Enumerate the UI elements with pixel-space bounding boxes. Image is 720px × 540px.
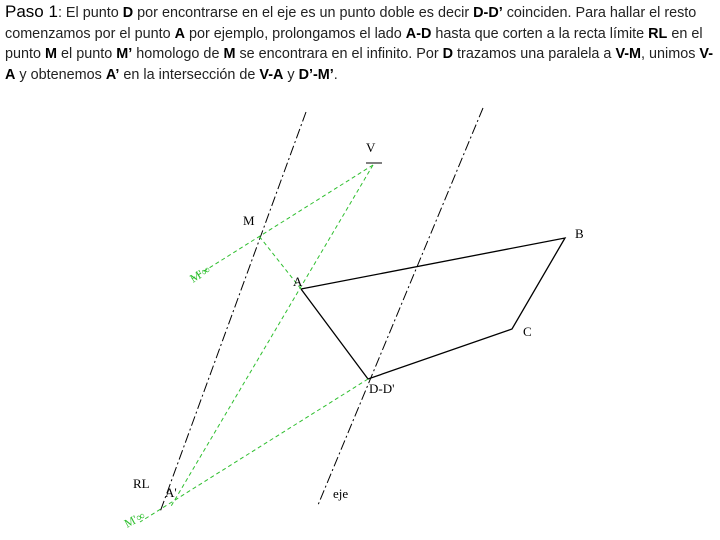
caption-text: trazamos una paralela a [453,46,616,62]
caption-bold: D [122,5,134,21]
step-title: Paso 1 [5,2,58,21]
line-v-m-extended [190,165,373,280]
caption-text: : El punto [57,5,123,21]
caption-bold: D-D’ [473,5,503,21]
caption-text: y [283,66,299,83]
caption-bold: M [45,46,58,62]
caption-bold: A’ [105,66,120,83]
label-m: M [243,213,255,228]
caption-text: en el punto [5,25,703,62]
label-c: C [523,324,532,339]
line-v-a-extended [170,165,373,508]
caption-bold: A-D [405,25,432,42]
caption-bold: V-M [615,46,642,62]
caption-text: por encontrarse en el eje es un punto doble es decir [133,5,474,21]
caption-bold: M’ [116,46,133,62]
caption-bold: D [442,46,454,62]
label-a-prime: A' [165,485,177,500]
caption-bold: V-A [5,46,714,83]
caption-text: el punto [57,46,117,62]
label-m-inf-bottom: M'∞ [121,508,148,531]
caption-text: . [333,66,338,83]
caption-text: y obtenemos [15,66,106,83]
caption-text: , unimos [641,46,700,62]
caption-text: coinciden. Para hallar el resto comenzamos por el punto [5,5,697,42]
caption-bold: A [174,25,185,42]
caption-text: homologo de [132,46,224,62]
caption-text: hasta que corten a la recta límite [431,25,649,42]
axis-line-eje [318,108,483,505]
label-v: V [366,140,376,155]
caption-text: en la intersección de [119,66,260,83]
caption-bold: RL [648,25,668,42]
label-eje: eje [333,486,349,501]
label-m-inf-top: M'∞ [187,262,213,286]
caption-bold: D’-M’ [298,66,334,83]
caption-text: se encontrara en el infinito. Por [235,46,443,62]
figure-polygon [301,238,565,379]
label-d-d: D-D' [369,381,395,396]
limit-line-rl [160,112,306,512]
caption-bold: V-A [259,66,284,83]
label-b: B [575,226,584,241]
caption-text: por ejemplo, prolongamos el lado [185,25,406,42]
caption-bold: M [223,46,236,62]
label-a: A [293,274,303,289]
label-rl: RL [133,476,150,491]
